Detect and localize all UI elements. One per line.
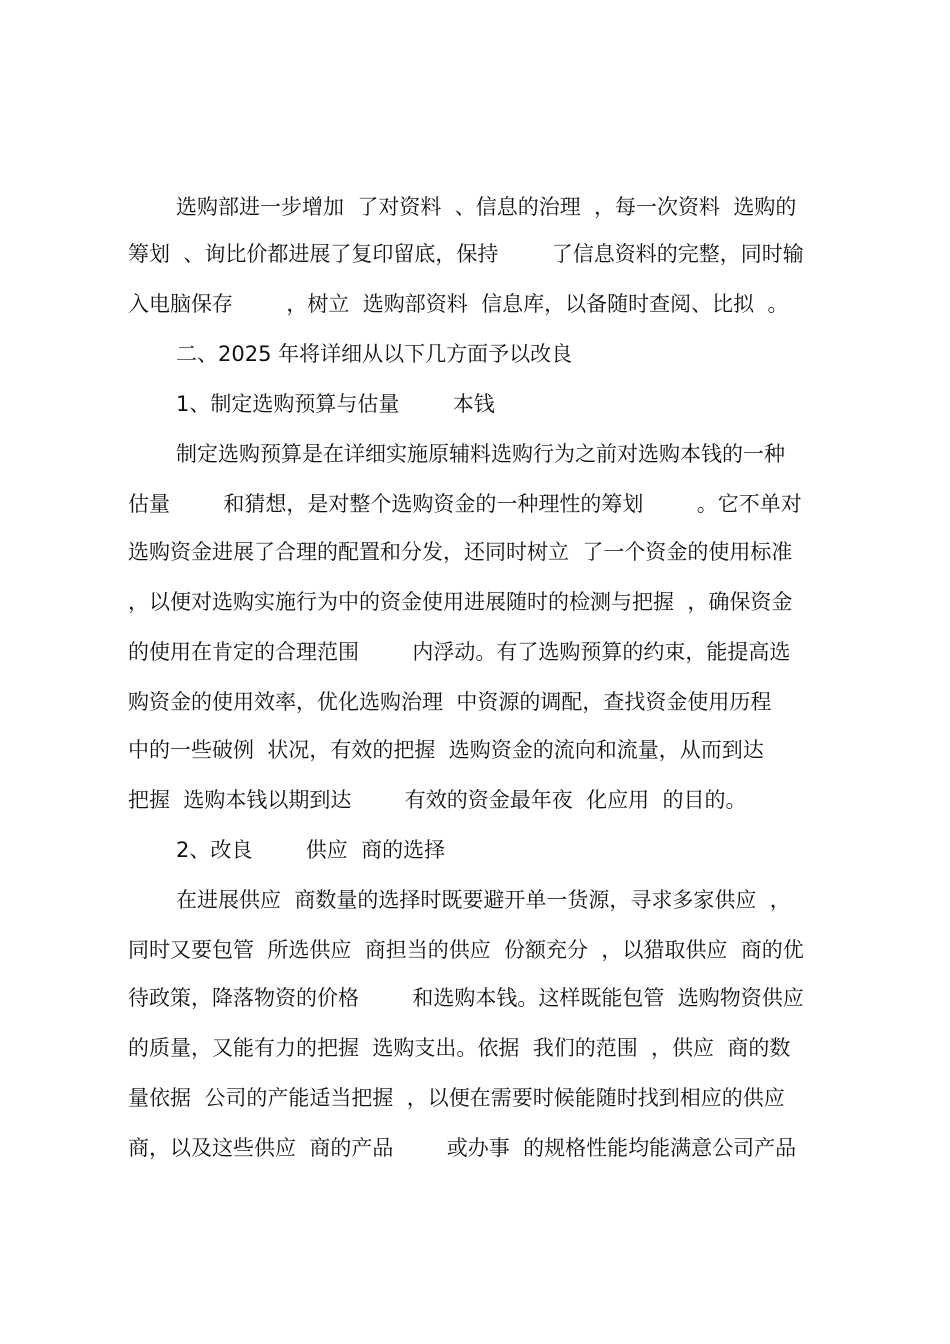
paragraph-line: 选购资金进展了合理的配置和分发，还同时树立 了一个资金的使用标准 [128, 540, 793, 564]
paragraph-line: 选购部进一步增加 了对资料 、信息的治理 ，每一次资料 选购的 [176, 195, 797, 219]
paragraph-line: 购资金的使用效率，优化选购治理 中资源的调配，查找资金使用历程 [128, 690, 772, 714]
paragraph-line: 待政策，降落物资的价格 和选购本钱。这样既能包管 选购物资供应 [128, 986, 804, 1010]
subsection-heading: 1、制定选购预算与估量 本钱 [176, 392, 495, 416]
paragraph-line: 的质量，又能有力的把握 选购支出。依据 我们的范围 ，供应 商的数 [128, 1036, 791, 1060]
paragraph-line: ，以便对选购实施行为中的资金使用进展随时的检测与把握 ，确保资金 [128, 590, 793, 614]
paragraph-line: 把握 选购本钱以期到达 有效的资金最年夜 化应用 的目的。 [128, 788, 747, 812]
paragraph-line: 的使用在肯定的合理范围 内浮动。有了选购预算的约束，能提高选 [128, 640, 791, 664]
paragraph-line: 入电脑保存 ，树立 选购部资料 信息库，以备随时查阅、比拟 。 [128, 292, 789, 316]
section-heading: 二、2025 年将详细从以下几方面予以改良 [176, 342, 573, 366]
paragraph-line: 估量 和猜想，是对整个选购资金的一种理性的筹划 。它不单对 [128, 492, 802, 516]
paragraph-line: 同时又要包管 所选供应 商担当的供应 份额充分 ，以猎取供应 商的优 [128, 938, 804, 962]
subsection-heading: 2、改良 供应 商的选择 [176, 838, 446, 862]
paragraph-line: 量依据 公司的产能适当把握 ，以便在需要时候能随时找到相应的供应 [128, 1086, 785, 1110]
paragraph-line: 制定选购预算是在详细实施原辅料选购行为之前对选购本钱的一种 [176, 442, 785, 466]
paragraph-line: 筹划 、询比价都进展了复印留底，保持 了信息资料的完整，同时输 [128, 242, 804, 266]
paragraph-line: 商，以及这些供应 商的产品 或办事 的规格性能均能满意公司产品 [128, 1136, 797, 1160]
paragraph-line: 在进展供应 商数量的选择时既要避开单一货源，寻求多家供应 ， [176, 888, 791, 912]
paragraph-line: 中的一些破例 状况，有效的把握 选购资金的流向和流量，从而到达 [128, 738, 764, 762]
